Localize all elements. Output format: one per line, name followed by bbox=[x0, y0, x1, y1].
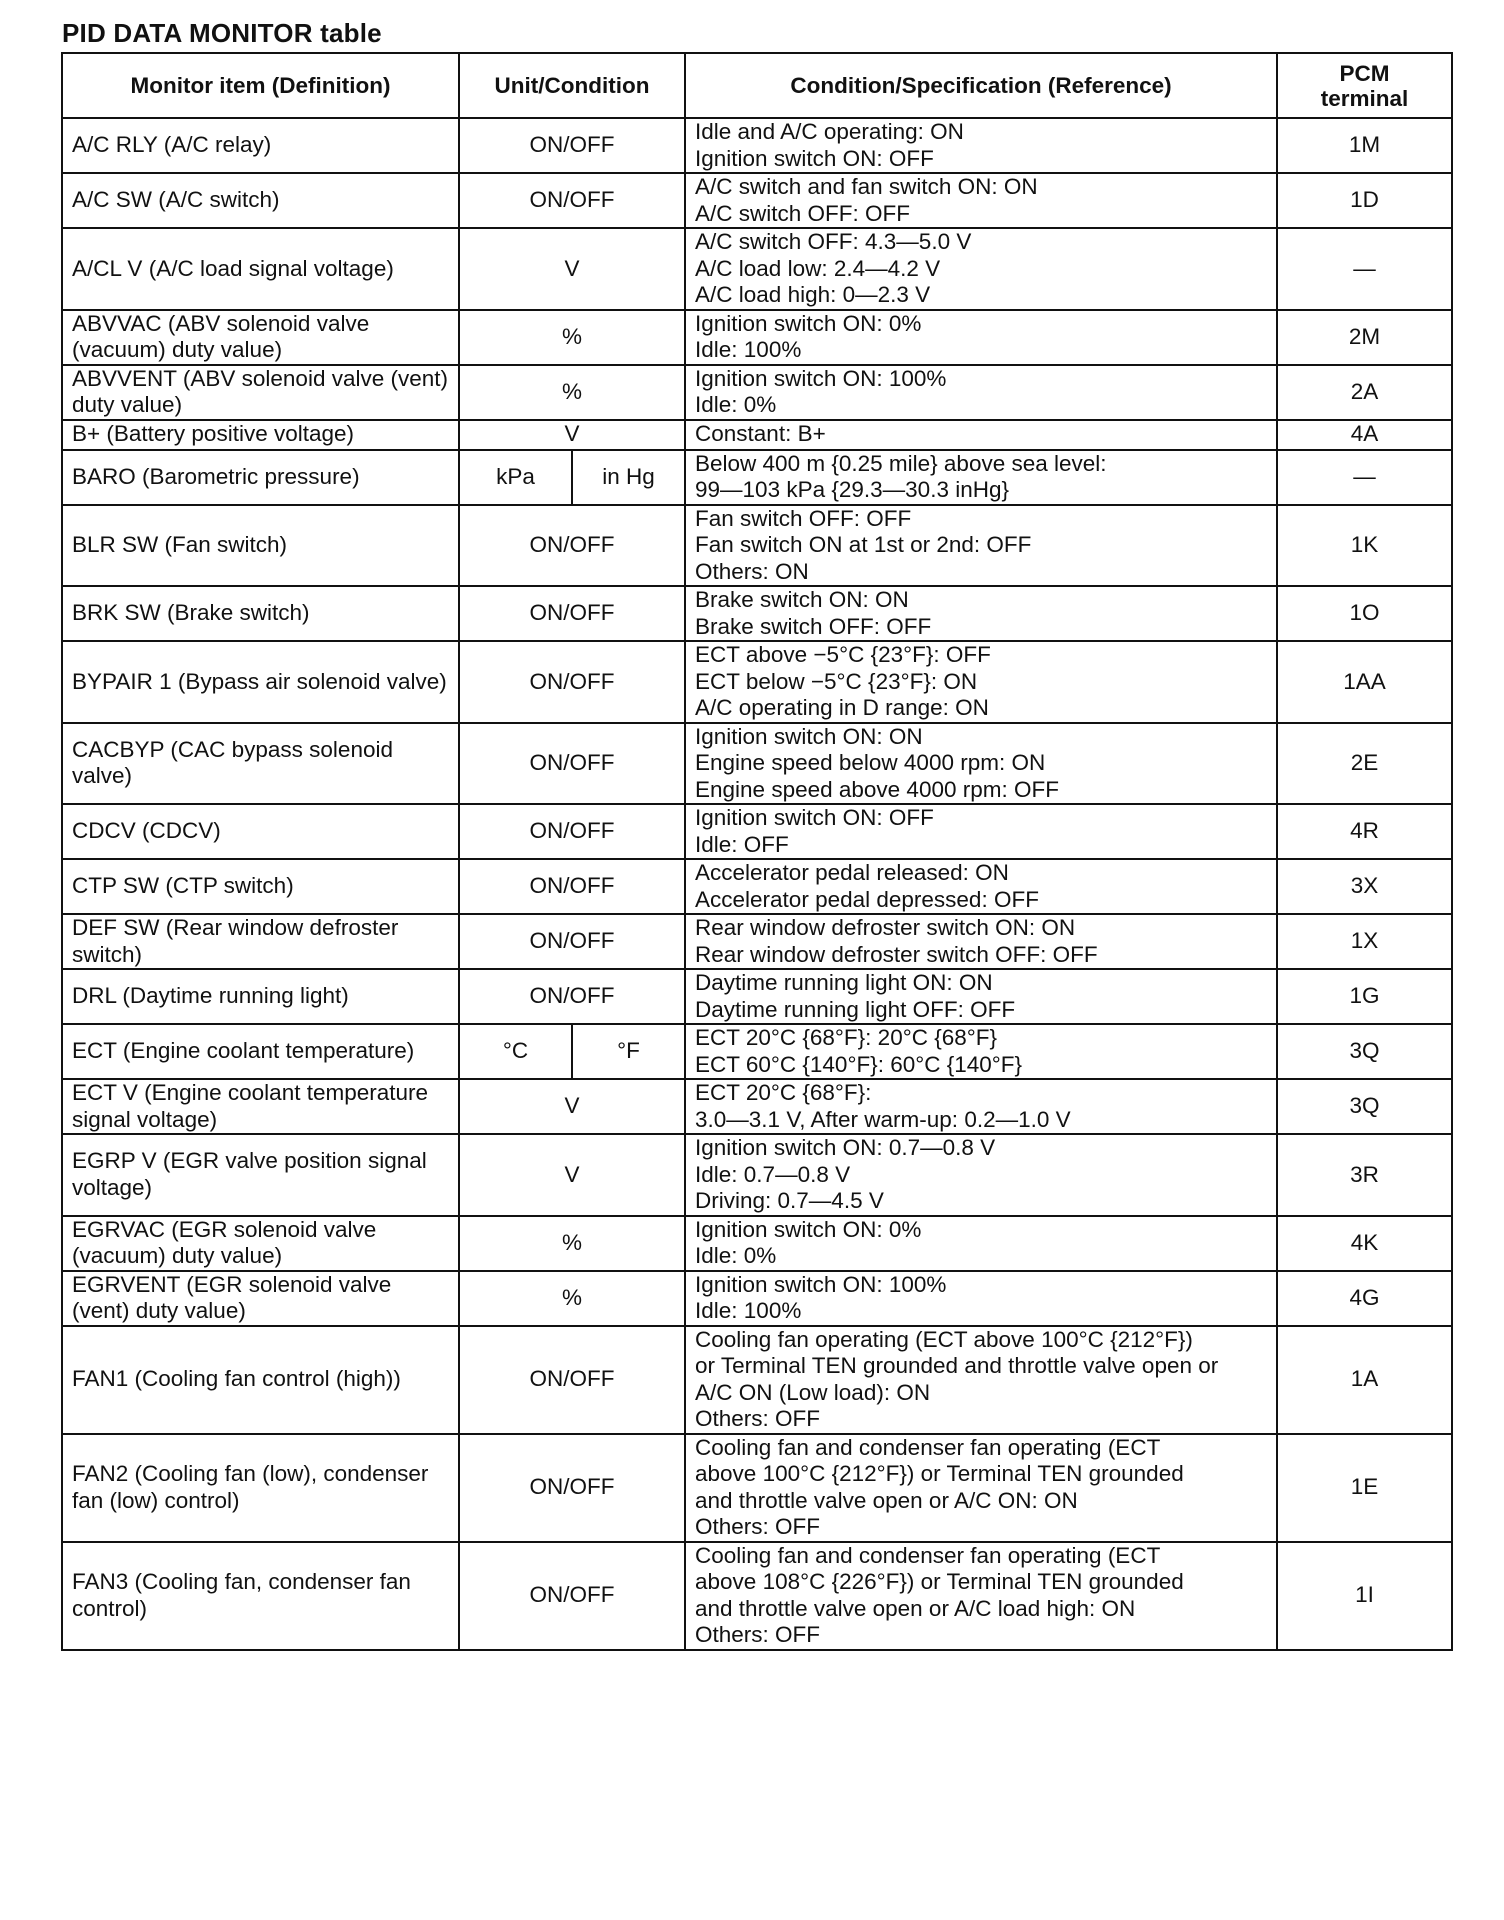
monitor-item-cell: ABVVAC (ABV solenoid valve (vacuum) duty value) bbox=[62, 310, 459, 365]
condition-line: or Terminal TEN grounded and throttle valve open or bbox=[695, 1353, 1219, 1378]
pcm-terminal-cell: 1X bbox=[1277, 914, 1452, 969]
condition-line: Ignition switch ON: OFF bbox=[695, 145, 934, 171]
header-condition-specification: Condition/Specification (Reference) bbox=[685, 53, 1277, 118]
condition-line: above 100°C {212°F}) or Terminal TEN grounded bbox=[695, 1461, 1184, 1486]
unit-cell: ON/OFF bbox=[459, 723, 685, 805]
condition-line: A/C switch and fan switch ON: ON bbox=[695, 174, 1038, 199]
condition-line: Daytime running light OFF: OFF bbox=[695, 996, 1016, 1022]
condition-line: Engine speed below 4000 rpm: ON bbox=[695, 750, 1046, 775]
table-row bbox=[62, 1434, 1452, 1542]
header-pcm-line2: terminal bbox=[1320, 85, 1409, 111]
condition-line: Idle: 100% bbox=[695, 337, 802, 362]
condition-line: and throttle valve open or A/C ON: ON bbox=[695, 1487, 1078, 1513]
condition-cell bbox=[685, 505, 1277, 587]
condition-cell bbox=[685, 859, 1277, 914]
condition-cell bbox=[685, 1216, 1277, 1271]
condition-line: Idle: OFF bbox=[695, 831, 789, 857]
condition-cell bbox=[685, 1134, 1277, 1216]
unit-cell: V bbox=[459, 228, 685, 310]
unit-cell: % bbox=[459, 1216, 685, 1271]
condition-line: Ignition switch ON: 100% bbox=[695, 365, 947, 391]
condition-line: Others: OFF bbox=[695, 1406, 821, 1431]
unit-cell: ON/OFF bbox=[459, 859, 685, 914]
unit-cell: V bbox=[459, 420, 685, 450]
pcm-terminal-cell: 4K bbox=[1277, 1216, 1452, 1271]
condition-line: ECT above −5°C {23°F}: OFF bbox=[695, 642, 991, 667]
pcm-terminal-cell: 1M bbox=[1277, 118, 1452, 173]
monitor-item-cell: DRL (Daytime running light) bbox=[62, 969, 459, 1024]
table-row bbox=[62, 450, 1452, 505]
condition-line: Others: OFF bbox=[695, 1622, 821, 1647]
condition-cell bbox=[685, 228, 1277, 310]
unit-cell: ON/OFF bbox=[459, 505, 685, 587]
condition-cell bbox=[685, 1271, 1277, 1326]
condition-cell bbox=[685, 1326, 1277, 1434]
condition-cell bbox=[685, 1542, 1277, 1650]
unit-cell: ON/OFF bbox=[459, 804, 685, 859]
monitor-item-cell: A/CL V (A/C load signal voltage) bbox=[62, 228, 459, 310]
pcm-terminal-cell: 4R bbox=[1277, 804, 1452, 859]
unit-cell-metric: kPa bbox=[459, 450, 572, 505]
pid-data-monitor-table bbox=[61, 52, 1453, 1651]
monitor-item-cell: FAN3 (Cooling fan, condenser fan control) bbox=[62, 1542, 459, 1650]
table-row bbox=[62, 804, 1452, 859]
unit-cell: ON/OFF bbox=[459, 1434, 685, 1542]
table-row bbox=[62, 118, 1452, 173]
monitor-item-cell: ECT V (Engine coolant temperature signal voltage) bbox=[62, 1079, 459, 1134]
table-row bbox=[62, 1326, 1452, 1434]
table-row bbox=[62, 1216, 1452, 1271]
unit-cell: ON/OFF bbox=[459, 641, 685, 723]
condition-line: Ignition switch ON: OFF bbox=[695, 805, 934, 830]
condition-cell bbox=[685, 450, 1277, 505]
condition-line: Driving: 0.7—4.5 V bbox=[695, 1188, 884, 1213]
monitor-item-cell: B+ (Battery positive voltage) bbox=[62, 420, 459, 450]
condition-line: Ignition switch ON: 0.7—0.8 V bbox=[695, 1135, 996, 1160]
table-row bbox=[62, 859, 1452, 914]
unit-cell: ON/OFF bbox=[459, 118, 685, 173]
condition-line: above 108°C {226°F}) or Terminal TEN grounded bbox=[695, 1569, 1184, 1594]
condition-line: Ignition switch ON: 0% bbox=[695, 310, 922, 336]
monitor-item-cell: CTP SW (CTP switch) bbox=[62, 859, 459, 914]
table-row bbox=[62, 723, 1452, 805]
header-unit-condition: Unit/Condition bbox=[459, 53, 685, 118]
pcm-terminal-cell: 1K bbox=[1277, 505, 1452, 587]
unit-cell: ON/OFF bbox=[459, 586, 685, 641]
condition-cell bbox=[685, 969, 1277, 1024]
condition-cell bbox=[685, 365, 1277, 420]
condition-line: Brake switch OFF: OFF bbox=[695, 613, 932, 639]
condition-cell bbox=[685, 914, 1277, 969]
monitor-item-cell: FAN1 (Cooling fan control (high)) bbox=[62, 1326, 459, 1434]
condition-line: Idle: 100% bbox=[695, 1298, 802, 1323]
condition-line: A/C switch OFF: 4.3—5.0 V bbox=[695, 229, 972, 254]
pcm-terminal-cell: 2M bbox=[1277, 310, 1452, 365]
pcm-terminal-cell: 2E bbox=[1277, 723, 1452, 805]
pcm-terminal-cell: 1O bbox=[1277, 586, 1452, 641]
condition-line: ECT 60°C {140°F}: 60°C {140°F} bbox=[695, 1051, 1023, 1077]
unit-cell: % bbox=[459, 1271, 685, 1326]
condition-line: Idle: 0.7—0.8 V bbox=[695, 1161, 851, 1187]
condition-line: A/C switch OFF: OFF bbox=[695, 200, 911, 226]
condition-line: Ignition switch ON: 100% bbox=[695, 1271, 947, 1297]
monitor-item-cell: BLR SW (Fan switch) bbox=[62, 505, 459, 587]
unit-cell: ON/OFF bbox=[459, 969, 685, 1024]
monitor-item-cell: EGRP V (EGR valve position signal voltage) bbox=[62, 1134, 459, 1216]
header-pcm-terminal bbox=[1277, 53, 1452, 118]
pcm-terminal-cell: 1AA bbox=[1277, 641, 1452, 723]
monitor-item-cell: BARO (Barometric pressure) bbox=[62, 450, 459, 505]
pcm-terminal-cell: 4G bbox=[1277, 1271, 1452, 1326]
pcm-terminal-cell: — bbox=[1277, 450, 1452, 505]
condition-line: Idle: 0% bbox=[695, 392, 777, 417]
condition-line: Others: ON bbox=[695, 558, 809, 584]
monitor-item-cell: BRK SW (Brake switch) bbox=[62, 586, 459, 641]
condition-cell bbox=[685, 804, 1277, 859]
condition-cell bbox=[685, 1434, 1277, 1542]
condition-cell bbox=[685, 1024, 1277, 1079]
unit-cell: V bbox=[459, 1134, 685, 1216]
monitor-item-cell: A/C SW (A/C switch) bbox=[62, 173, 459, 228]
table-body bbox=[62, 118, 1452, 1650]
condition-line: Accelerator pedal depressed: OFF bbox=[695, 886, 1039, 912]
unit-cell-imperial: °F bbox=[572, 1024, 685, 1079]
pcm-terminal-cell: 1A bbox=[1277, 1326, 1452, 1434]
header-monitor-item: Monitor item (Definition) bbox=[62, 53, 459, 118]
table-header-row bbox=[62, 53, 1452, 118]
condition-line: Cooling fan operating (ECT above 100°C {212°F}) bbox=[695, 1326, 1193, 1352]
condition-line: ECT 20°C {68°F}: bbox=[695, 1080, 872, 1105]
condition-line: and throttle valve open or A/C load high: ON bbox=[695, 1595, 1136, 1621]
unit-cell: ON/OFF bbox=[459, 173, 685, 228]
pcm-terminal-cell: 1E bbox=[1277, 1434, 1452, 1542]
table-row bbox=[62, 173, 1452, 228]
condition-line: Cooling fan and condenser fan operating (ECT bbox=[695, 1434, 1161, 1460]
unit-cell-metric: °C bbox=[459, 1024, 572, 1079]
condition-line: Engine speed above 4000 rpm: OFF bbox=[695, 776, 1059, 802]
pcm-terminal-cell: 3R bbox=[1277, 1134, 1452, 1216]
table-row bbox=[62, 914, 1452, 969]
condition-line: Brake switch ON: ON bbox=[695, 587, 909, 612]
pcm-terminal-cell: 1D bbox=[1277, 173, 1452, 228]
table-row bbox=[62, 1542, 1452, 1650]
condition-line: Constant: B+ bbox=[695, 421, 826, 447]
table-row bbox=[62, 586, 1452, 641]
unit-cell: ON/OFF bbox=[459, 1542, 685, 1650]
pcm-terminal-cell: 2A bbox=[1277, 365, 1452, 420]
pcm-terminal-cell: 3Q bbox=[1277, 1024, 1452, 1079]
condition-line: ECT below −5°C {23°F}: ON bbox=[695, 668, 978, 694]
monitor-item-cell: BYPAIR 1 (Bypass air solenoid valve) bbox=[62, 641, 459, 723]
unit-cell: % bbox=[459, 310, 685, 365]
condition-line: Ignition switch ON: ON bbox=[695, 723, 923, 749]
condition-line: ECT 20°C {68°F}: 20°C {68°F} bbox=[695, 1025, 998, 1050]
table-row bbox=[62, 1079, 1452, 1134]
monitor-item-cell: ABVVENT (ABV solenoid valve (vent) duty value) bbox=[62, 365, 459, 420]
table-row bbox=[62, 1271, 1452, 1326]
table-row bbox=[62, 310, 1452, 365]
condition-line: Rear window defroster switch OFF: OFF bbox=[695, 941, 1098, 967]
condition-line: Rear window defroster switch ON: ON bbox=[695, 915, 1076, 940]
condition-line: Others: OFF bbox=[695, 1514, 821, 1539]
condition-line: Accelerator pedal released: ON bbox=[695, 860, 1009, 885]
condition-cell bbox=[685, 586, 1277, 641]
monitor-item-cell: CDCV (CDCV) bbox=[62, 804, 459, 859]
pcm-terminal-cell: — bbox=[1277, 228, 1452, 310]
monitor-item-cell: A/C RLY (A/C relay) bbox=[62, 118, 459, 173]
unit-cell: ON/OFF bbox=[459, 1326, 685, 1434]
table-row bbox=[62, 1134, 1452, 1216]
unit-cell: V bbox=[459, 1079, 685, 1134]
monitor-item-cell: CACBYP (CAC bypass solenoid valve) bbox=[62, 723, 459, 805]
monitor-item-cell: FAN2 (Cooling fan (low), condenser fan (low) control) bbox=[62, 1434, 459, 1542]
condition-line: 3.0—3.1 V, After warm-up: 0.2—1.0 V bbox=[695, 1106, 1071, 1132]
table-row bbox=[62, 641, 1452, 723]
condition-cell bbox=[685, 641, 1277, 723]
condition-cell bbox=[685, 310, 1277, 365]
condition-cell bbox=[685, 420, 1277, 450]
pcm-terminal-cell: 3X bbox=[1277, 859, 1452, 914]
table-row bbox=[62, 228, 1452, 310]
unit-cell: ON/OFF bbox=[459, 914, 685, 969]
condition-line: A/C ON (Low load): ON bbox=[695, 1379, 931, 1405]
table-row bbox=[62, 969, 1452, 1024]
page-title: PID DATA MONITOR table bbox=[62, 18, 382, 48]
condition-line: Idle and A/C operating: ON bbox=[695, 119, 964, 144]
monitor-item-cell: DEF SW (Rear window defroster switch) bbox=[62, 914, 459, 969]
condition-line: A/C load high: 0—2.3 V bbox=[695, 282, 931, 307]
pcm-terminal-cell: 4A bbox=[1277, 420, 1452, 450]
unit-cell-imperial: in Hg bbox=[572, 450, 685, 505]
condition-cell bbox=[685, 723, 1277, 805]
condition-cell bbox=[685, 173, 1277, 228]
condition-line: Daytime running light ON: ON bbox=[695, 970, 993, 995]
condition-line: Fan switch OFF: OFF bbox=[695, 505, 912, 531]
condition-line: Idle: 0% bbox=[695, 1243, 777, 1268]
condition-line: A/C operating in D range: ON bbox=[695, 695, 989, 720]
table-row bbox=[62, 505, 1452, 587]
monitor-item-cell: ECT (Engine coolant temperature) bbox=[62, 1024, 459, 1079]
pcm-terminal-cell: 1G bbox=[1277, 969, 1452, 1024]
condition-line: Fan switch ON at 1st or 2nd: OFF bbox=[695, 532, 1032, 557]
header-pcm-line1: PCM bbox=[1339, 60, 1390, 86]
pcm-terminal-cell: 1I bbox=[1277, 1542, 1452, 1650]
monitor-item-cell: EGRVENT (EGR solenoid valve (vent) duty value) bbox=[62, 1271, 459, 1326]
pcm-terminal-cell: 3Q bbox=[1277, 1079, 1452, 1134]
table-row bbox=[62, 420, 1452, 450]
condition-line: A/C load low: 2.4—4.2 V bbox=[695, 255, 941, 281]
monitor-item-cell: EGRVAC (EGR solenoid valve (vacuum) duty value) bbox=[62, 1216, 459, 1271]
condition-line: Below 400 m {0.25 mile} above sea level: bbox=[695, 450, 1107, 476]
condition-line: Ignition switch ON: 0% bbox=[695, 1216, 922, 1242]
condition-line: Cooling fan and condenser fan operating (ECT bbox=[695, 1542, 1161, 1568]
condition-line: 99—103 kPa {29.3—30.3 inHg} bbox=[695, 477, 1009, 502]
table-row bbox=[62, 1024, 1452, 1079]
condition-cell bbox=[685, 118, 1277, 173]
table-row bbox=[62, 365, 1452, 420]
condition-cell bbox=[685, 1079, 1277, 1134]
unit-cell: % bbox=[459, 365, 685, 420]
